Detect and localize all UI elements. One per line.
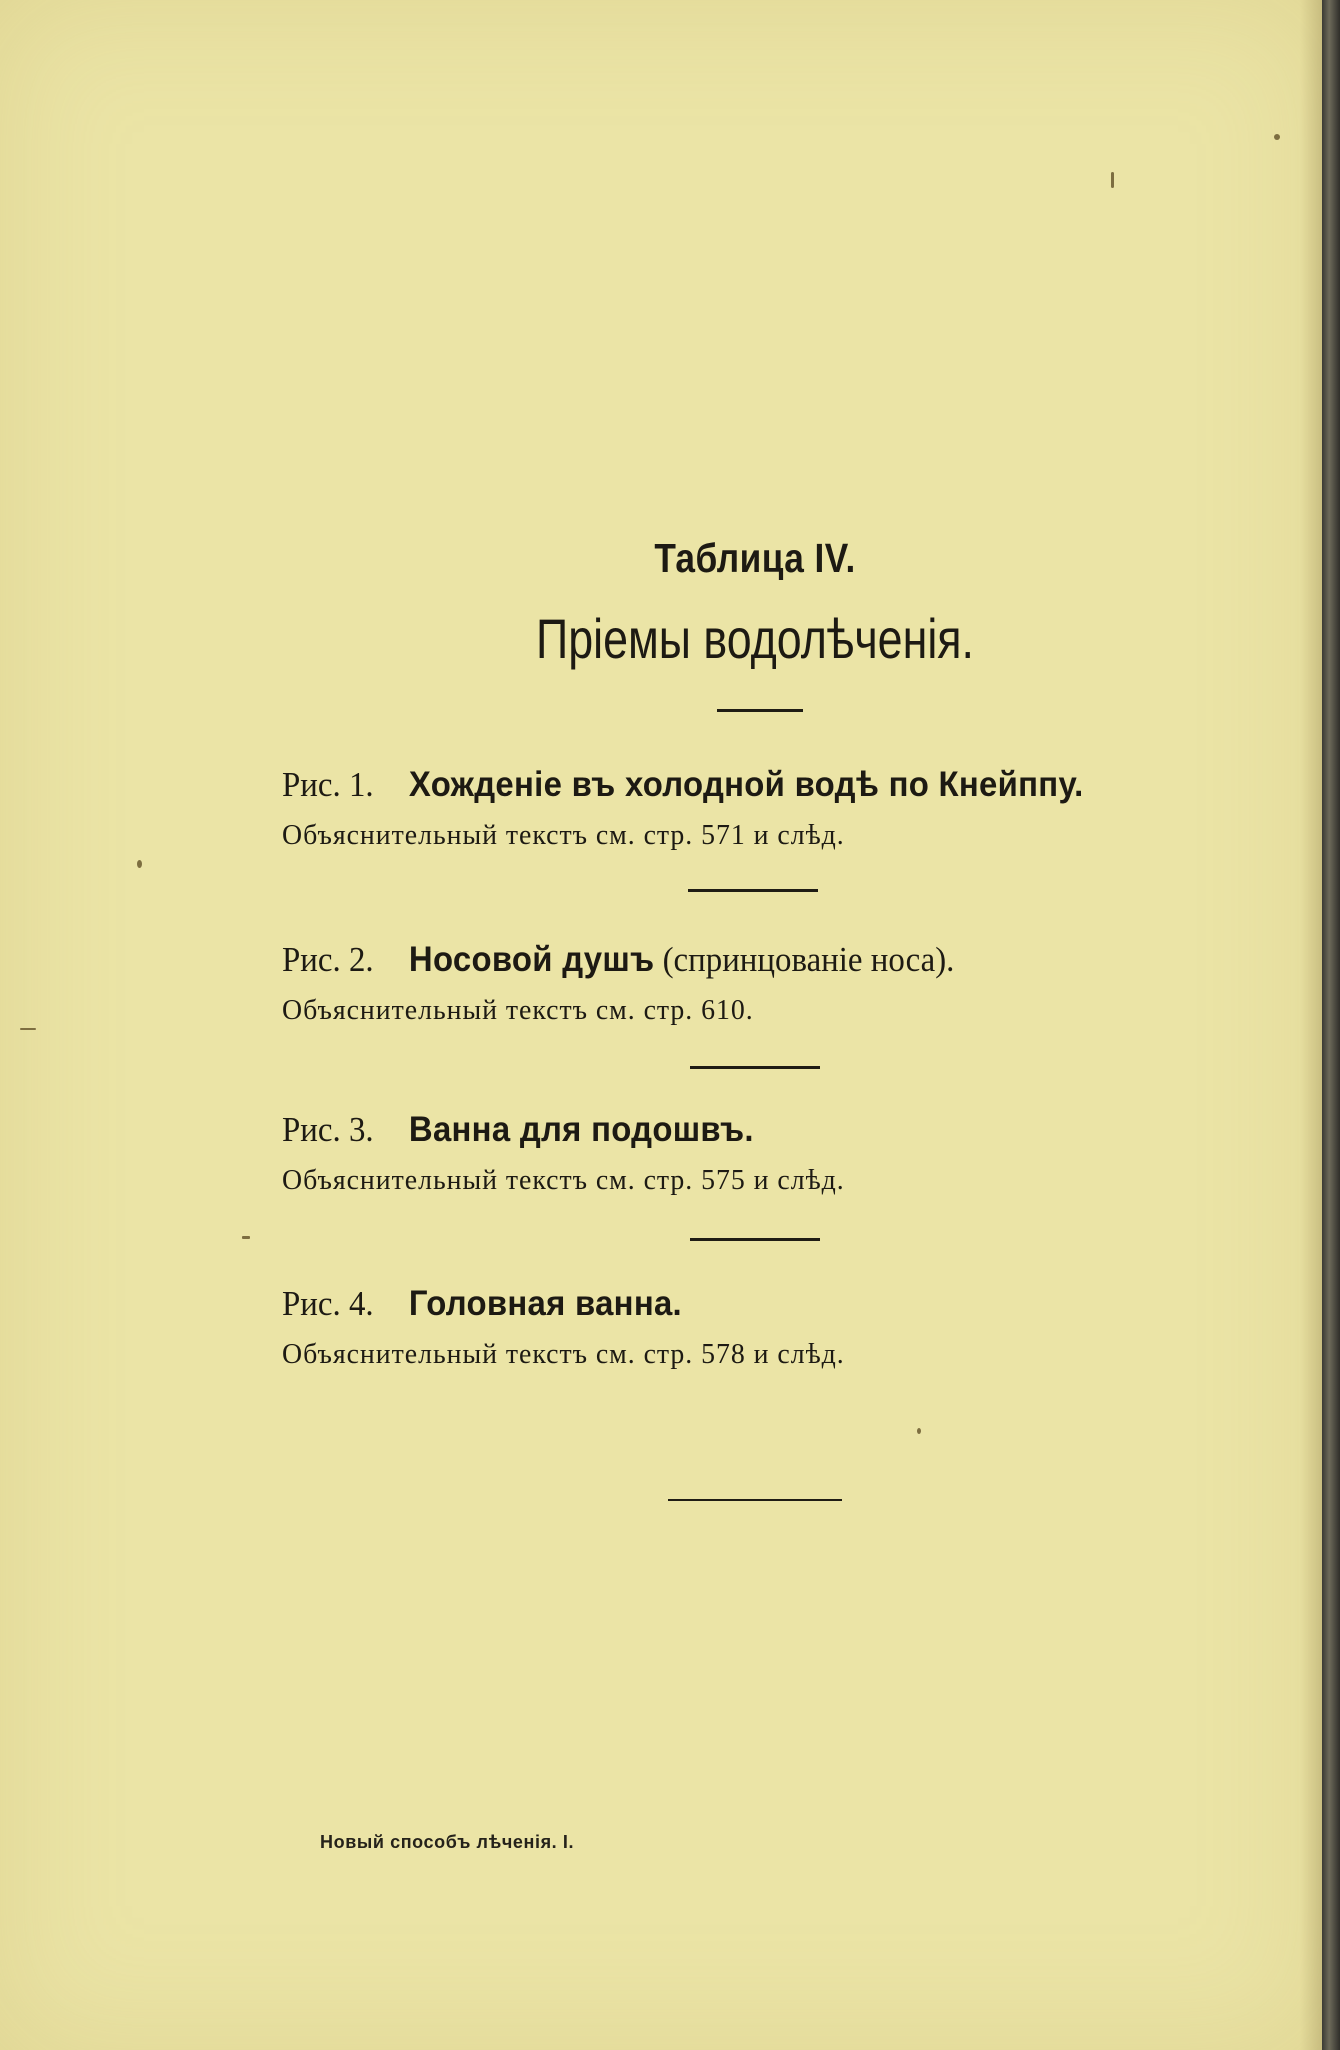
- figure-heading: [282, 1108, 1128, 1152]
- figure-title: Носовой душъ: [408, 940, 655, 979]
- figure-title: Головная ванна.: [408, 1284, 682, 1323]
- scan-edge: [1322, 0, 1340, 2050]
- figure-heading: [282, 763, 1128, 807]
- printer-signature: Новый способъ лѣченія. I.: [320, 1832, 575, 1852]
- paper-speck: [1111, 172, 1114, 188]
- paper-speck: [1274, 134, 1280, 140]
- figure-label: Рис. 3.: [282, 1110, 374, 1149]
- figure-title: Хожденіе въ холодной водѣ по Кнейппу.: [408, 765, 1084, 804]
- figure-entry-4: [282, 1282, 1182, 1374]
- figure-note: (спринцованіе носа).: [662, 940, 955, 979]
- end-rule: [668, 1499, 842, 1501]
- plate-title: Пріемы водолѣченія.: [536, 607, 974, 670]
- paper-speck: [137, 860, 142, 868]
- figure-label: Рис. 2.: [282, 940, 374, 979]
- figure-heading: [282, 938, 1128, 982]
- figure-entry-3: [282, 1108, 1182, 1200]
- figure-label: Рис. 1.: [282, 765, 374, 804]
- figure-label: Рис. 4.: [282, 1284, 374, 1323]
- figure-reference: Объяснительный текстъ см. стр. 610.: [282, 994, 754, 1026]
- paper-speck: [917, 1428, 921, 1434]
- plate-number: Таблица IV.: [654, 535, 856, 581]
- figure-reference: Объяснительный текстъ см. стр. 575 и слѣд.: [282, 1164, 845, 1196]
- paper-speck: [20, 1028, 36, 1030]
- separator-rule: [690, 1238, 820, 1241]
- separator-rule: [688, 889, 818, 892]
- figure-entry-1: [282, 763, 1182, 855]
- figure-reference: Объяснительный текстъ см. стр. 571 и слѣд.: [282, 819, 845, 851]
- title-rule: [717, 709, 803, 712]
- figure-reference: Объяснительный текстъ см. стр. 578 и слѣд.: [282, 1338, 845, 1370]
- paper-speck: [242, 1236, 250, 1239]
- figure-heading: [282, 1282, 1128, 1326]
- separator-rule: [690, 1066, 820, 1069]
- page-gutter-shadow: [1300, 0, 1322, 2050]
- figure-entry-2: [282, 938, 1182, 1030]
- figure-title: Ванна для подошвъ.: [408, 1110, 754, 1149]
